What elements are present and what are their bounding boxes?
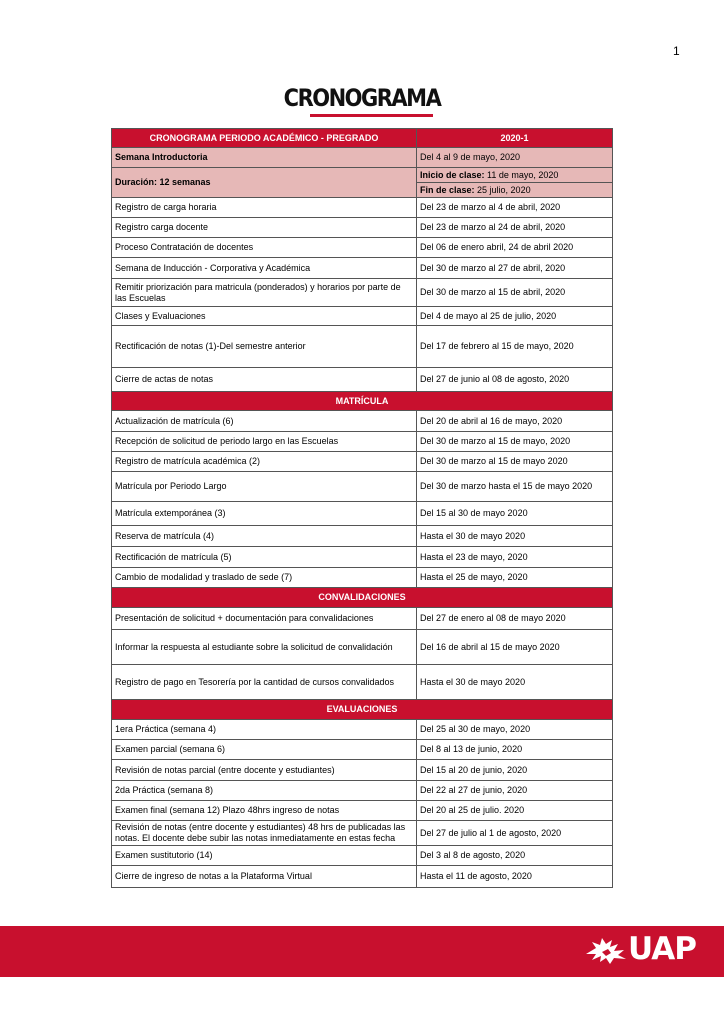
section-title: MATRÍCULA bbox=[112, 392, 613, 411]
table-row bbox=[112, 866, 613, 888]
activity-date: Del 30 de marzo al 15 de abril, 2020 bbox=[417, 279, 613, 307]
section-matricula-header bbox=[112, 392, 613, 411]
section-title: EVALUACIONES bbox=[112, 700, 613, 720]
activity-date: Del 30 de marzo al 15 de mayo, 2020 bbox=[417, 432, 613, 452]
table-row bbox=[112, 665, 613, 700]
duration-label: Duración: 12 semanas bbox=[112, 168, 417, 198]
activity-label: Reserva de matrícula (4) bbox=[112, 526, 417, 547]
table-row bbox=[112, 526, 613, 547]
activity-date: Del 30 de marzo al 27 de abril, 2020 bbox=[417, 258, 613, 279]
activity-date: Hasta el 25 de mayo, 2020 bbox=[417, 568, 613, 588]
activity-label: Actualización de matrícula (6) bbox=[112, 411, 417, 432]
table-row bbox=[112, 846, 613, 866]
table-row bbox=[112, 740, 613, 760]
schedule-table bbox=[111, 128, 613, 888]
table-row bbox=[112, 821, 613, 846]
activity-date: Del 27 de julio al 1 de agosto, 2020 bbox=[417, 821, 613, 846]
activity-label: Cierre de ingreso de notas a la Plataforma Virtual bbox=[112, 866, 417, 888]
activity-label: Rectificación de notas (1)-Del semestre anterior bbox=[112, 326, 417, 368]
table-row bbox=[112, 411, 613, 432]
activity-date: Hasta el 30 de mayo 2020 bbox=[417, 665, 613, 700]
section-convalidaciones-header bbox=[112, 588, 613, 608]
activity-label: Registro de matrícula académica (2) bbox=[112, 452, 417, 472]
activity-label: Informar la respuesta al estudiante sobre la solicitud de convalidación bbox=[112, 630, 417, 665]
table-row bbox=[112, 238, 613, 258]
table-row bbox=[112, 568, 613, 588]
activity-label: Recepción de solicitud de periodo largo en las Escuelas bbox=[112, 432, 417, 452]
activity-date: Del 23 de marzo al 24 de abril, 2020 bbox=[417, 218, 613, 238]
class-start-value: 11 de mayo, 2020 bbox=[484, 169, 559, 180]
activity-label: Revisión de notas (entre docente y estudiantes) 48 hrs de publicadas las notas. El docente debe subir las notas inmediatamente en estas fecha bbox=[112, 821, 417, 846]
activity-label: Remitir priorización para matricula (ponderados) y horarios por parte de las Escuelas bbox=[112, 279, 417, 307]
table-header-row bbox=[112, 129, 613, 148]
activity-date: Del 3 al 8 de agosto, 2020 bbox=[417, 846, 613, 866]
activity-label: 1era Práctica (semana 4) bbox=[112, 720, 417, 740]
activity-date: Hasta el 30 de mayo 2020 bbox=[417, 526, 613, 547]
activity-label: Proceso Contratación de docentes bbox=[112, 238, 417, 258]
activity-date: Del 06 de enero abril, 24 de abril 2020 bbox=[417, 238, 613, 258]
activity-label: Registro carga docente bbox=[112, 218, 417, 238]
activity-date: Del 23 de marzo al 4 de abril, 2020 bbox=[417, 198, 613, 218]
activity-label: Rectificación de matrícula (5) bbox=[112, 547, 417, 568]
table-row bbox=[112, 368, 613, 392]
class-start-cell bbox=[417, 168, 613, 183]
table-row bbox=[112, 307, 613, 326]
table-row bbox=[112, 608, 613, 630]
activity-date: Del 16 de abril al 15 de mayo 2020 bbox=[417, 630, 613, 665]
header-period: 2020-1 bbox=[417, 129, 613, 148]
document-title: CRONOGRAMA bbox=[283, 84, 441, 112]
uap-logo bbox=[584, 932, 704, 972]
activity-label: Cierre de actas de notas bbox=[112, 368, 417, 392]
activity-label: Cambio de modalidad y traslado de sede (7) bbox=[112, 568, 417, 588]
table-row bbox=[112, 472, 613, 502]
activity-date: Del 4 de mayo al 25 de julio, 2020 bbox=[417, 307, 613, 326]
activity-date: Del 17 de febrero al 15 de mayo, 2020 bbox=[417, 326, 613, 368]
table-row bbox=[112, 198, 613, 218]
activity-label: Matrícula por Periodo Largo bbox=[112, 472, 417, 502]
activity-date: Del 8 al 13 de junio, 2020 bbox=[417, 740, 613, 760]
activity-date: Del 30 de marzo al 15 de mayo 2020 bbox=[417, 452, 613, 472]
class-end-value: 25 julio, 2020 bbox=[474, 184, 531, 195]
activity-date: Del 20 de abril al 16 de mayo, 2020 bbox=[417, 411, 613, 432]
table-row bbox=[112, 630, 613, 665]
activity-date: Hasta el 11 de agosto, 2020 bbox=[417, 866, 613, 888]
activity-date: Del 22 al 27 de junio, 2020 bbox=[417, 781, 613, 801]
activity-date: Del 27 de enero al 08 de mayo 2020 bbox=[417, 608, 613, 630]
activity-label: Semana de Inducción - Corporativa y Académica bbox=[112, 258, 417, 279]
table-row bbox=[112, 720, 613, 740]
intro-row bbox=[112, 148, 613, 168]
logo-text: UAP bbox=[628, 931, 696, 967]
table-row bbox=[112, 547, 613, 568]
page-number: 1 bbox=[673, 44, 680, 58]
intro-value: Del 4 al 9 de mayo, 2020 bbox=[417, 148, 613, 168]
class-end-label: Fin de clase: bbox=[420, 184, 475, 195]
activity-date: Del 15 al 20 de junio, 2020 bbox=[417, 760, 613, 781]
section-evaluaciones-header bbox=[112, 700, 613, 720]
table-row bbox=[112, 452, 613, 472]
activity-label: Examen final (semana 12) Plazo 48hrs ingreso de notas bbox=[112, 801, 417, 821]
activity-date: Del 30 de marzo hasta el 15 de mayo 2020 bbox=[417, 472, 613, 502]
activity-date: Del 27 de junio al 08 de agosto, 2020 bbox=[417, 368, 613, 392]
activity-label: Presentación de solicitud + documentación para convalidaciones bbox=[112, 608, 417, 630]
table-row bbox=[112, 218, 613, 238]
activity-date: Del 20 al 25 de julio. 2020 bbox=[417, 801, 613, 821]
activity-label: Examen sustitutorio (14) bbox=[112, 846, 417, 866]
table-row bbox=[112, 760, 613, 781]
schedule-table-wrapper bbox=[111, 128, 612, 888]
table-row bbox=[112, 502, 613, 526]
class-start-label: Inicio de clase: bbox=[420, 169, 485, 180]
intro-label: Semana Introductoria bbox=[112, 148, 417, 168]
class-end-cell bbox=[417, 183, 613, 198]
table-row bbox=[112, 258, 613, 279]
duration-row bbox=[112, 168, 613, 183]
table-row bbox=[112, 781, 613, 801]
activity-label: Examen parcial (semana 6) bbox=[112, 740, 417, 760]
section-title: CONVALIDACIONES bbox=[112, 588, 613, 608]
table-row bbox=[112, 326, 613, 368]
table-row bbox=[112, 279, 613, 307]
activity-label: 2da Práctica (semana 8) bbox=[112, 781, 417, 801]
activity-date: Hasta el 23 de mayo, 2020 bbox=[417, 547, 613, 568]
activity-label: Matrícula extemporánea (3) bbox=[112, 502, 417, 526]
activity-date: Del 25 al 30 de mayo, 2020 bbox=[417, 720, 613, 740]
table-row bbox=[112, 801, 613, 821]
pegasus-icon bbox=[584, 932, 630, 972]
activity-label: Clases y Evaluaciones bbox=[112, 307, 417, 326]
activity-date: Del 15 al 30 de mayo 2020 bbox=[417, 502, 613, 526]
title-underline bbox=[310, 114, 433, 117]
activity-label: Registro de pago en Tesorería por la cantidad de cursos convalidados bbox=[112, 665, 417, 700]
header-label: CRONOGRAMA PERIODO ACADÉMICO - PREGRADO bbox=[112, 129, 417, 148]
activity-label: Revisión de notas parcial (entre docente y estudiantes) bbox=[112, 760, 417, 781]
table-row bbox=[112, 432, 613, 452]
activity-label: Registro de carga horaria bbox=[112, 198, 417, 218]
